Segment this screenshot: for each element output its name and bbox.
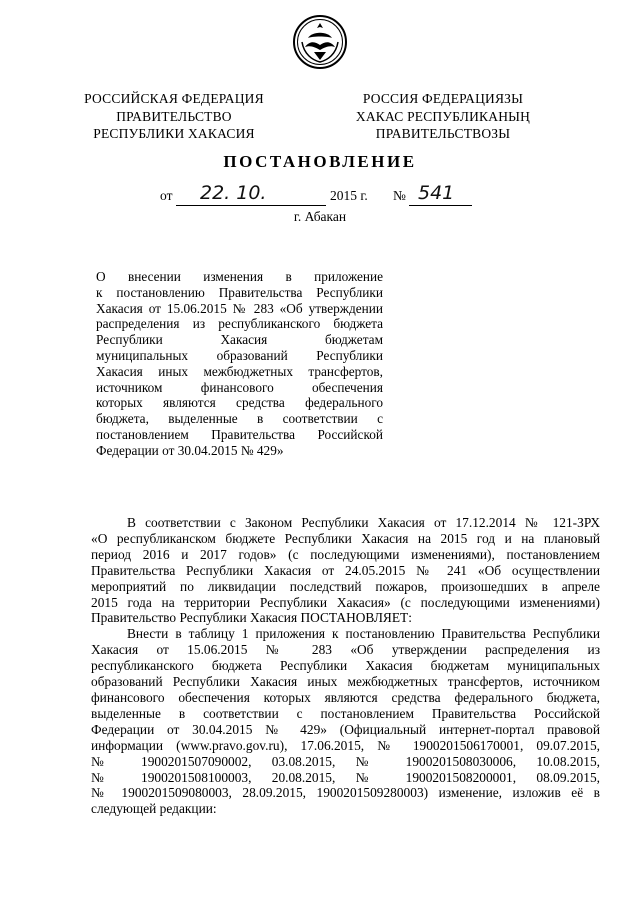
header-right-block — [328, 90, 558, 143]
city-label: г. Абакан — [293, 209, 347, 224]
paragraph-2-line: № 1900201508100003, 20.08.2015, № 1900201508200001, 08.09.2015, — [91, 769, 600, 785]
handwritten-number: 541 — [418, 182, 455, 204]
subject-line: которых являются средства федерального — [96, 395, 383, 411]
subject-line: бюджета, выделенные в соответствии с — [96, 411, 383, 427]
paragraph-2-line: информации (www.pravo.gov.ru), 17.06.2015, № 1900201506170001, 09.07.2015, — [91, 737, 600, 753]
paragraph-1-line: период 2016 и 2017 годов» (с последующими изменениями), постановлением — [91, 546, 600, 562]
date-number-line — [0, 182, 640, 210]
subject-line: постановлением Правительства Российской — [96, 426, 383, 442]
khakassia-coat-of-arms-icon — [292, 14, 348, 70]
paragraph-2-line: выделенные в соответствии с постановлением Правительства Российской — [91, 705, 600, 721]
header-left-line: РОССИЙСКАЯ ФЕДЕРАЦИЯ — [84, 91, 264, 106]
paragraph-1-line: Правительства Республики Хакасия от 24.05.2015 № 241 «Об осуществлении — [91, 562, 600, 578]
paragraph-2-line: № 1900201507090002, 03.08.2015, № 1900201508030006, 10.08.2015, — [91, 753, 600, 769]
year-text: 2015 г. — [330, 188, 368, 203]
paragraph-2-line: республиканского бюджета Республики Хакасия бюджетам муниципальных — [91, 658, 600, 674]
number-underline — [409, 205, 472, 206]
paragraph-1-line: В соответствии с Законом Республики Хакасия от 17.12.2014 № 121-ЗРХ — [127, 515, 600, 530]
paragraph-1-line: мероприятий по ликвидации последствий пожаров, произошедших в апреле — [91, 578, 600, 594]
subject-line: Хакасия иных межбюджетных трансфертов, — [96, 363, 383, 379]
paragraph-2-line: финансового обеспечения которых являются средства федерального бюджета, — [91, 689, 600, 705]
paragraph-2-line: Хакасия от 15.06.2015 № 283 «Об утверждении распределения из — [91, 642, 600, 658]
paragraph-2-line: № 1900201509080003, 28.09.2015, 1900201509280003) изменение, изложив её в — [91, 785, 600, 801]
subject-line: источником финансового обеспечения — [96, 379, 383, 395]
paragraph-2-line: Внести в таблицу 1 приложения к постановлению Правительства Республики — [127, 626, 600, 642]
paragraph-1-line: 2015 года на территории Республики Хакасия» (с последующими изменениями) — [91, 594, 600, 610]
header-left-line: РЕСПУБЛИКИ ХАКАСИЯ — [93, 126, 255, 141]
document-title: ПОСТАНОВЛЕНИЕ — [223, 152, 417, 171]
subject-block — [96, 269, 383, 459]
header-left-block — [59, 90, 289, 143]
subject-line: О внесении изменения в приложение — [96, 269, 383, 284]
paragraph-1-line: Правительство Республики Хакасия ПОСТАНОВЛЯЕТ: — [91, 610, 412, 626]
header-right-line: РОССИЯ ФЕДЕРАЦИЯЗЫ — [362, 91, 524, 106]
paragraph-2-line: следующей редакции: — [91, 801, 217, 817]
subject-line: к постановлению Правительства Республики — [96, 284, 383, 300]
from-label: от — [160, 188, 173, 203]
header-right-line: ПРАВИТЕЛЬСТВОЗЫ — [375, 126, 511, 141]
header-left-line: ПРАВИТЕЛЬСТВО — [116, 108, 232, 124]
body-text — [91, 515, 600, 817]
subject-line: Хакасия от 15.06.2015 № 283 «Об утверждении — [96, 300, 383, 316]
paragraph-2-line: образований Республики Хакасия иных межбюджетных трансфертов, источником — [91, 674, 600, 690]
subject-line: Республики Хакасия бюджетам — [96, 332, 383, 348]
subject-line: муниципальных образований Республики — [96, 347, 383, 363]
date-underline — [176, 205, 326, 206]
number-label: № — [393, 188, 406, 203]
handwritten-date: 22. 10. — [200, 182, 267, 204]
subject-line: Федерации от 30.04.2015 № 429» — [96, 442, 284, 458]
subject-line: распределения из республиканского бюджета — [96, 316, 383, 332]
header-right-line: ХАКАС РЕСПУБЛИКАНЫҢ — [355, 108, 531, 124]
paragraph-1-line: «О республиканском бюджете Республики Хакасия на 2015 год и на плановый — [91, 530, 600, 546]
paragraph-2-line: Федерации от 30.04.2015 № 429» (Официальный интернет-портал правовой — [91, 721, 600, 737]
